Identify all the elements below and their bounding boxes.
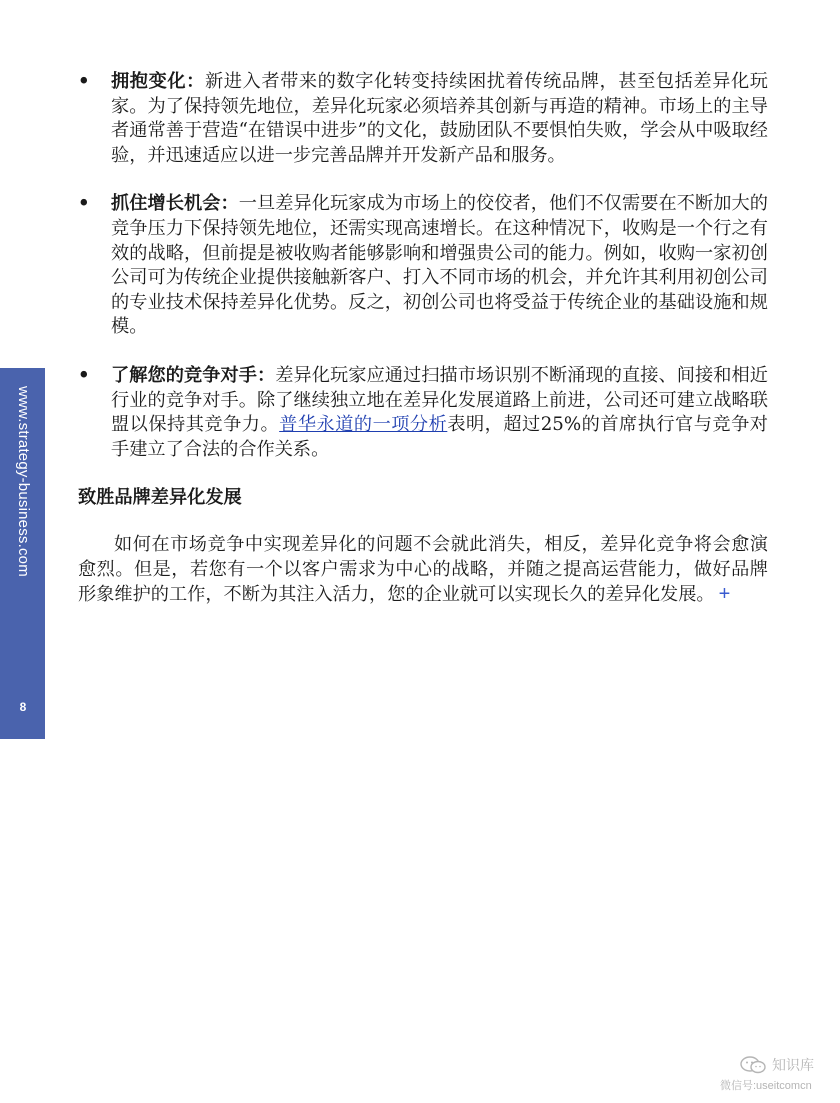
watermark (720, 1049, 830, 1093)
bullet-text: 新进入者带来的数字化转变持续困扰着传统品牌，甚至包括差异化玩家。为了保持领先地位，差异化玩家必须培养其创新与再造的精神。市场上的主导者通常善于营造“在错误中进步”的文化，鼓励团队不要惧怕失败，学会从中吸取经验，并迅速适应以进一步完善品牌并开发新产品和服务。 (111, 71, 768, 166)
bullet-dot-icon: • (78, 364, 90, 386)
bullet-dot-icon: • (78, 193, 90, 215)
bullet-text: 一旦差异化玩家成为市场上的佼佼者，他们不仅需要在不断加大的竞争压力下保持领先地位，还需实现高速增长。在这种情况下，收购是一个行之有效的战略，但前提是被收购者能够影响和增强贵公司的能力。例如，收购一家初创公司可为传统企业提供接触新客户、打入不同市场的机会，并允许其利用初创公司的专业技术保持差异化优势。反之，初创公司也将受益于传统企业的基础设施和规模。 (111, 193, 768, 338)
bullet-item-growth (78, 192, 768, 340)
watermark-account: 微信号:useitcomcn (720, 1080, 812, 1092)
sidebar-url[interactable]: www.strategy-business.com (15, 386, 32, 577)
end-mark-icon: + (718, 583, 731, 606)
wechat-icon (740, 1055, 766, 1075)
bullet-heading: 了解您的竞争对手： (111, 364, 276, 386)
bullet-heading: 拥抱变化： (111, 71, 205, 92)
article-body (78, 70, 768, 608)
bullet-heading: 抓住增长机会： (111, 193, 239, 215)
closing-paragraph (78, 533, 768, 608)
bullet-dot-icon: • (78, 71, 90, 92)
page-number: 8 (19, 700, 27, 714)
bullet-text: 差异化玩家应通过扫描市场识别不断涌现的直接、间接和相近行业的竞争对手。除了继续独立地在差异化发展道路上前进，公司还可建立战略联盟以保持其竞争力。 (111, 364, 768, 436)
closing-paragraph-text: 如何在市场竞争中实现差异化的问题不会就此消失，相反，差异化竞争将会愈演愈烈。但是，若您有一个以客户需求为中心的战略，并随之提高运营能力，做好品牌形象维护的工作，不断为其注入活力，您的企业就可以实现长久的差异化发展。 (78, 533, 768, 606)
bullet-text-after-link: 表明，超过25%的首席执行官与竞争对手建立了合法的合作关系。 (111, 414, 768, 460)
watermark-name: 知识库 (772, 1057, 814, 1073)
section-heading: 致胜品牌差异化发展 (78, 487, 242, 509)
bullet-item-embrace-change (78, 70, 768, 168)
pwc-analysis-link[interactable]: 普华永道的一项分析 (279, 414, 448, 436)
bullet-item-competitors (78, 364, 768, 462)
